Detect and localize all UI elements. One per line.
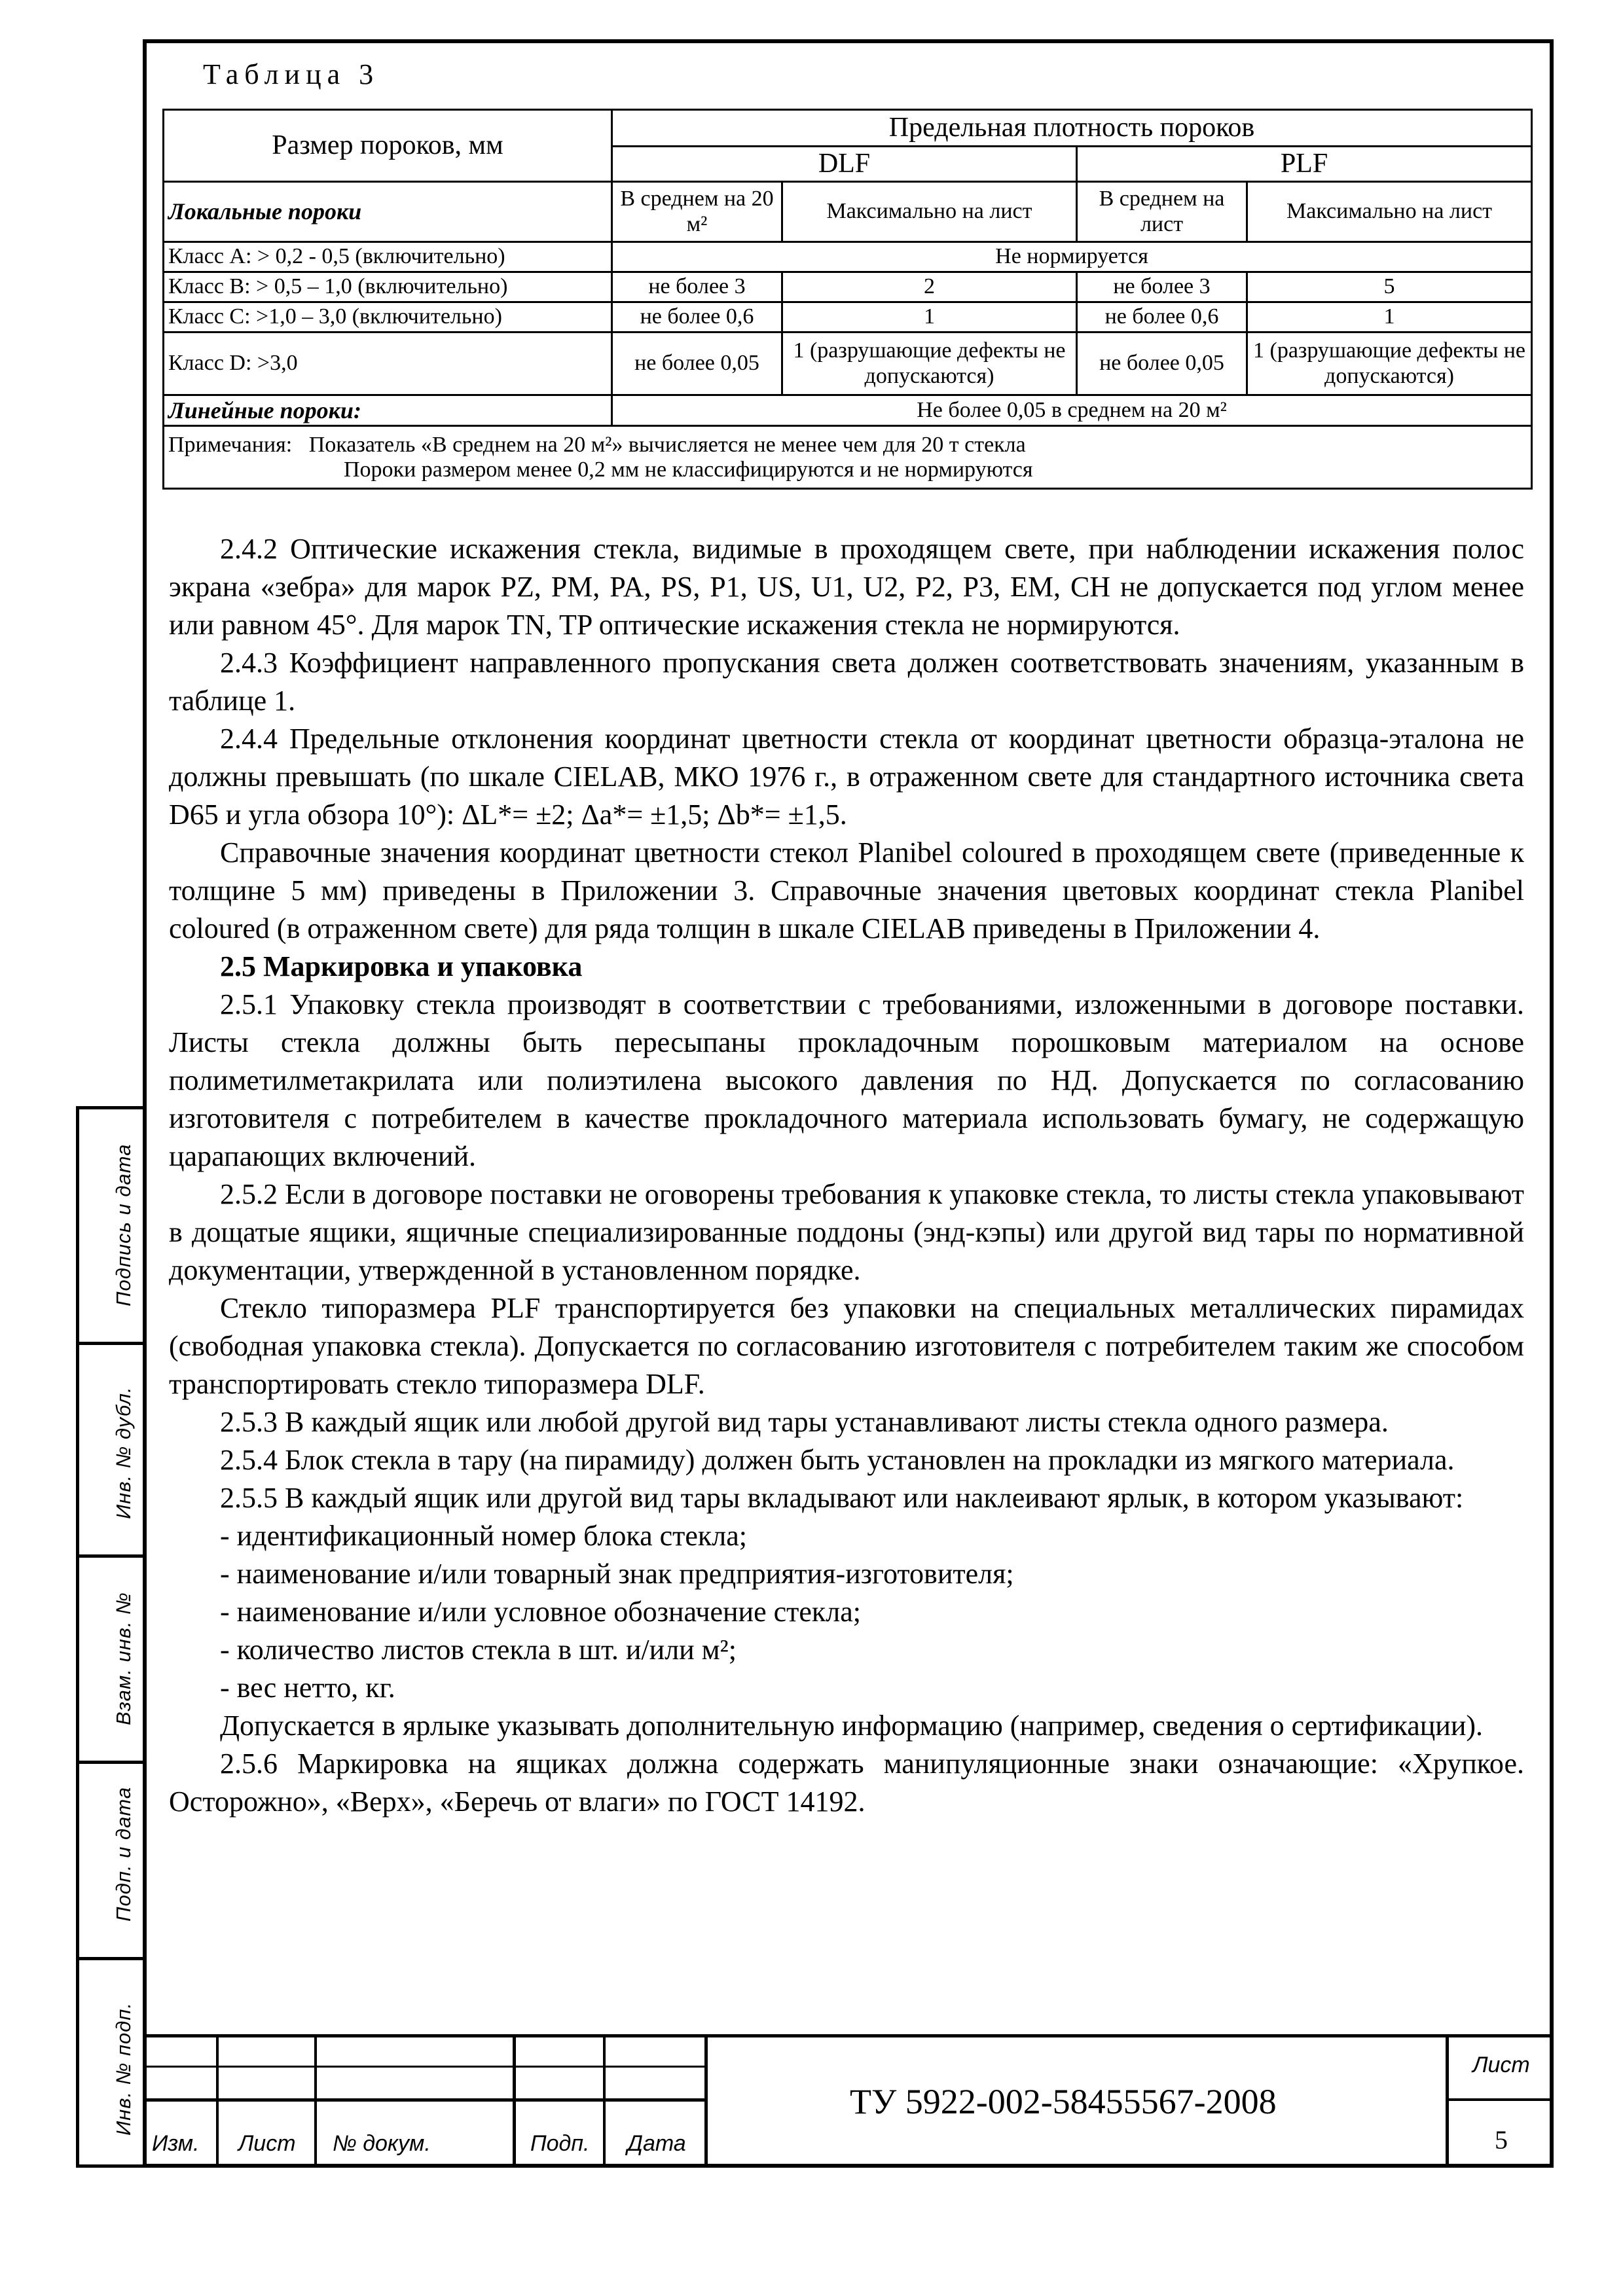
side-cell-orig-inv: Инв. № подп. [112, 2002, 135, 2136]
paragraph-2-5-6: 2.5.6 Маркировка на ящиках должна содержать манипуляционные знаки означающие: «Хрупкое. Осторожно», «Верх», «Беречь от влаги» по ГОСТ 14192. [169, 1748, 1524, 1818]
stamp-podp: Подп. [530, 2131, 590, 2156]
body-text [169, 530, 1524, 1821]
paragraph-2-5-4: 2.5.4 Блок стекла в тару (на пирамиду) должен быть установлен на прокладки из мягкого материала. [220, 1444, 1455, 1476]
table-row [164, 395, 1532, 426]
class-a-label: Класс A: > 0,2 - 0,5 (включительно) [164, 242, 612, 272]
table-row [164, 302, 1532, 332]
linear-defects-label: Линейные пороки: [164, 395, 612, 426]
title-block [143, 2034, 1554, 2168]
paragraph-2-5-5: 2.5.5 В каждый ящик или другой вид тары вкладывают или наклеивают ярлык, в котором указывают: [220, 1482, 1464, 1514]
class-c-plf-max: 1 [1247, 302, 1532, 332]
paragraph-2-5-1: 2.5.1 Упаковку стекла производят в соответствии с требованиями, изложенными в договоре поставки. Листы стекла должны быть пересыпаны прокладочным порошковым материалом на основе полиметилметакрилата или полиэтилена высокого давления по НД. Допускается по согласованию изготовителя с потребителем в качестве прокладочного материала использовать бумагу, не содержащую царапающих включений. [169, 988, 1524, 1172]
list-item: - наименование и/или условное обозначение стекла; [220, 1596, 861, 1628]
class-d-dlf-avg: не более 0,05 [612, 332, 782, 395]
stamp-data: Дата [627, 2131, 686, 2156]
paragraph-2-4-3: 2.4.3 Коэффициент направленного пропускания света должен соответствовать значениям, указанным в таблице 1. [169, 647, 1524, 717]
class-d-plf-max: 1 (разрушающие дефекты не допускаются) [1247, 332, 1532, 395]
paragraph-reference-values: Справочные значения координат цветности стекол Planibel coloured в проходящем свете (приведенные к толщине 5 мм) приведены в Приложении 3. Справочные значения цветовых координат стекла Planibel coloured (в отраженном свете) для ряда толщин в шкале CIELAB приведены в Приложении 4. [169, 836, 1524, 944]
header-size: Размер пороков, мм [164, 110, 612, 182]
class-c-label: Класс C: >1,0 – 3,0 (включительно) [164, 302, 612, 332]
table-row [164, 332, 1532, 395]
class-b-plf-avg: не более 3 [1077, 272, 1247, 302]
class-a-value: Не нормируется [612, 242, 1532, 272]
class-b-dlf-avg: не более 3 [612, 272, 782, 302]
class-d-dlf-max: 1 (разрушающие дефекты не допускаются) [782, 332, 1077, 395]
plf-avg-header: В среднем на лист [1077, 182, 1247, 242]
class-c-dlf-max: 1 [782, 302, 1077, 332]
class-c-dlf-avg: не более 0,6 [612, 302, 782, 332]
header-plf: PLF [1077, 147, 1532, 182]
paragraph-2-5-3: 2.5.3 В каждый ящик или любой другой вид тары устанавливают листы стекла одного размера. [220, 1406, 1389, 1438]
note-2: Пороки размером менее 0,2 мм не классифицируются и не нормируются [344, 457, 1033, 482]
paragraph-2-4-2: 2.4.2 Оптические искажения стекла, видимые в проходящем свете, при наблюдении искажения полос экрана «зебра» для марок PZ, PM, PA, PS, P1, US, U1, U2, P2, P3, EM, CH не допускается под углом менее или равном 45°. Для марок TN, TP оптические искажения стекла не нормируются. [169, 533, 1524, 641]
side-stamp [76, 1106, 144, 2168]
list-item: - количество листов стекла в шт. и/или м²; [220, 1634, 737, 1666]
side-cell-signature-date: Подпись и дата [79, 1109, 144, 1345]
section-heading-2-5: 2.5 Маркировка и упаковка [220, 950, 583, 982]
stamp-izm: Изм. [152, 2131, 200, 2156]
side-cell-replace-inv: Взам. инв. № [79, 1558, 144, 1764]
dlf-max-header: Максимально на лист [782, 182, 1077, 242]
header-density: Предельная плотность пороков [612, 110, 1532, 147]
side-cell-sign-date: Подп. и дата [79, 1764, 144, 1960]
table-caption: Таблица 3 [203, 58, 380, 90]
document-code: ТУ 5922-002-58455567-2008 [850, 2082, 1277, 2121]
local-defects-label: Локальные пороки [164, 182, 612, 242]
class-b-label: Класс B: > 0,5 – 1,0 (включительно) [164, 272, 612, 302]
linear-defects-value: Не более 0,05 в среднем на 20 м² [612, 395, 1532, 426]
plf-max-header: Максимально на лист [1247, 182, 1532, 242]
table-row [164, 272, 1532, 302]
note-1: Показатель «В среднем на 20 м²» вычисляется не менее чем для 20 т стекла [308, 432, 1026, 457]
class-d-label: Класс D: >3,0 [164, 332, 612, 395]
header-dlf: DLF [612, 147, 1077, 182]
class-b-plf-max: 5 [1247, 272, 1532, 302]
stamp-list: Лист [238, 2131, 296, 2156]
paragraph-2-4-4: 2.4.4 Предельные отклонения координат цветности стекла от координат цветности образца-эталона не должны превышать (по шкале CIELAB, МКО 1976 г., в отраженном свете для стандартного источника света D65 и угла обзора 10°): ΔL*= ±2; Δa*= ±1,5; Δb*= ±1,5. [169, 723, 1524, 831]
list-item: - наименование и/или товарный знак предприятия-изготовителя; [220, 1558, 1014, 1590]
note-label: Примечания: [168, 432, 293, 457]
defects-table [162, 109, 1533, 490]
class-c-plf-avg: не более 0,6 [1077, 302, 1247, 332]
paragraph-2-5-2: 2.5.2 Если в договоре поставки не оговорены требования к упаковке стекла, то листы стекла упаковывают в дощатые ящики, ящичные специализированные поддоны (энд-кэпы) или другой вид тары по нормативной документации, утвержденной в установленном порядке. [169, 1178, 1524, 1286]
paragraph-plf-transport: Стекло типоразмера PLF транспортируется без упаковки на специальных металлических пирамидах (свободная упаковка стекла). Допускается по согласованию изготовителя с потребителем таким же способом транспортировать стекло типоразмера DLF. [169, 1292, 1524, 1400]
list-item: - идентификационный номер блока стекла; [220, 1520, 747, 1552]
sheet-number: 5 [1495, 2125, 1508, 2155]
table-row [164, 242, 1532, 272]
stamp-doc-no: № докум. [333, 2131, 431, 2156]
class-d-plf-avg: не более 0,05 [1077, 332, 1247, 395]
table-notes [164, 426, 1532, 489]
paragraph-label-additional: Допускается в ярлыке указывать дополнительную информацию (например, сведения о сертификации). [220, 1710, 1484, 1742]
side-cell-dup-inv: Инв. № дубл. [79, 1345, 144, 1558]
dlf-avg-header: В среднем на 20 м² [612, 182, 782, 242]
sheet-label: Лист [1472, 2053, 1530, 2077]
class-b-dlf-max: 2 [782, 272, 1077, 302]
list-item: - вес нетто, кг. [220, 1672, 395, 1704]
